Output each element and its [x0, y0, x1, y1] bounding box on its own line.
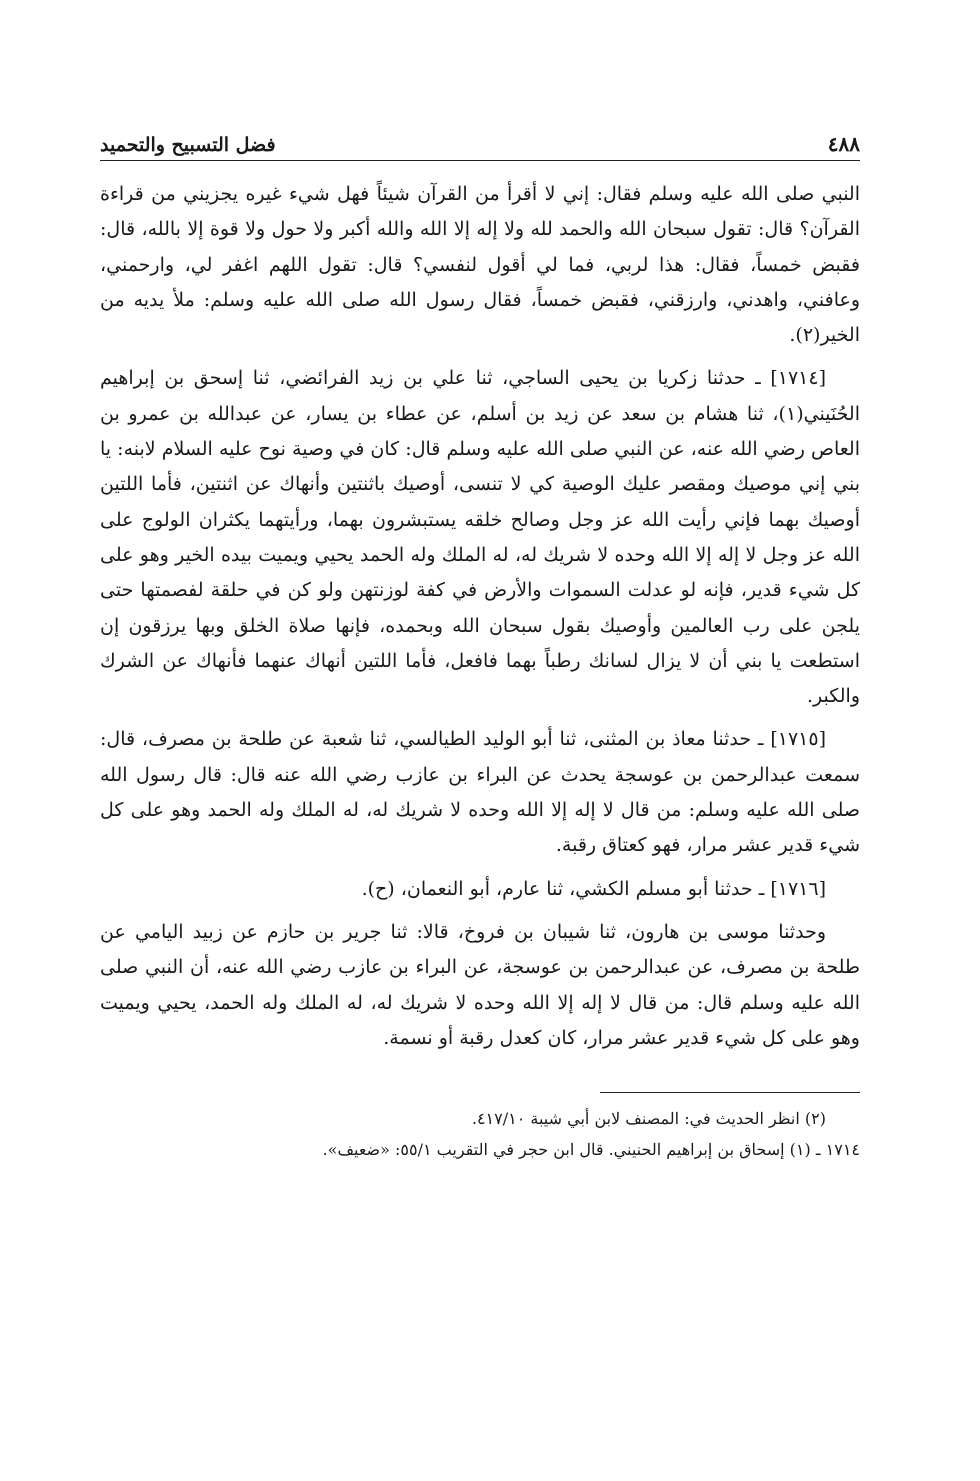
footnote-1714-1: ١٧١٤ ـ (١) إسحاق بن إبراهيم الحنيني. قال ابن حجر في التقريب ٥٥/١: «ضعيف». — [322, 1140, 860, 1160]
book-page — [100, 118, 860, 1165]
running-header — [100, 118, 860, 161]
paragraph-continuation: النبي صلى الله عليه وسلم فقال: إني لا أقرأ من القرآن شيئاً فهل شيء غيره يجزيني من قراءة القرآن؟ قال: تقول سبحان الله والحمد لله ولا إله إلا الله والله أكبر ولا حول ولا قوة إلا بالله، قال: فقبض خمساً، فقال: هذا لربي، فما لي أقول لنفسي؟ قال: تقول اللهم اغفر لي، وارحمني، وعافني، واهدني، وارزقني، فقبض خمساً، فقال رسول الله صلى الله عليه وسلم: ملأ يديه من الخير(٢). — [100, 183, 860, 347]
hadith-1714: [١٧١٤] ـ حدثنا زكريا بن يحيى الساجي، ثنا علي بن زيد الفرائضي، ثنا إسحق بن إبراهيم الحُنَيني(١)، ثنا هشام بن سعد عن زيد بن أسلم، عن عطاء بن يسار، عن عبدالله بن عمرو بن العاص رضي الله عنه، عن النبي صلى الله عليه وسلم قال: كان في وصية نوح عليه السلام لابنه: يا بني إني موصيك ومقصر عليك الوصية كي لا تنسى، أوصيك باثنتين وأنهاك عن اثنتين، فأما اللتين أوصيك بهما فإني رأيت الله عز وجل وصالح خلقه يستبشرون بهما، ورأيتهما يكثران الولوج على الله عز وجل لا إله إلا الله وحده لا شريك له، له الملك وله الحمد يحيي ويميت بيده الخير وهو على كل شيء قدير، فإنه لو عدلت السموات والأرض في كفة لوزنتهن ولو كن في حلقة لفصمتها حتى يلجن على رب العالمين وأوصيك بقول سبحان الله وبحمده، فإنها صلاة الخلق وبها يرزقون إن استطعت يا بني أن لا يزال لسانك رطباً بهما فافعل، فأما اللتين أنهاك عنهما فأنهاك عن الشرك والكبر. — [100, 367, 860, 708]
footnote-divider — [600, 1092, 860, 1093]
hadith-1716: [١٧١٦] ـ حدثنا أبو مسلم الكشي، ثنا عارم، أبو النعمان، (ح). — [361, 877, 826, 900]
footnote-2: (٢) انظر الحديث في: المصنف لابن أبي شيبة ٤١٧/١٠. — [471, 1109, 826, 1129]
page-number: ٤٨٨ — [827, 132, 860, 156]
hadith-1715: [١٧١٥] ـ حدثنا معاذ بن المثنى، ثنا أبو الوليد الطيالسي، ثنا شعبة عن طلحة بن مصرف، قال: سمعت عبدالرحمن بن عوسجة يحدث عن البراء بن عازب رضي الله عنه قال: قال رسول الله صلى الله عليه وسلم: من قال لا إله إلا الله وحده لا شريك له، له الملك وله الحمد وهو على كل شيء قدير عشر مرار، فهو كعتاق رقبة. — [100, 728, 860, 857]
main-text — [100, 177, 860, 1056]
footnotes — [100, 1103, 860, 1165]
hadith-1716-chain: وحدثنا موسى بن هارون، ثنا شيبان بن فروخ، قالا: ثنا جرير بن حازم عن زبيد اليامي عن طلحة بن مصرف، عن عبدالرحمن بن عوسجة، عن البراء بن عازب رضي الله عنه، أن النبي صلى الله عليه وسلم قال: من قال لا إله إلا الله وحده لا شريك له، له الملك وله الحمد، يحيي ويميت وهو على كل شيء قدير عشر مرار، كان كعدل رقبة أو نسمة. — [100, 920, 860, 1049]
running-title: فضل التسبيح والتحميد — [100, 134, 276, 156]
